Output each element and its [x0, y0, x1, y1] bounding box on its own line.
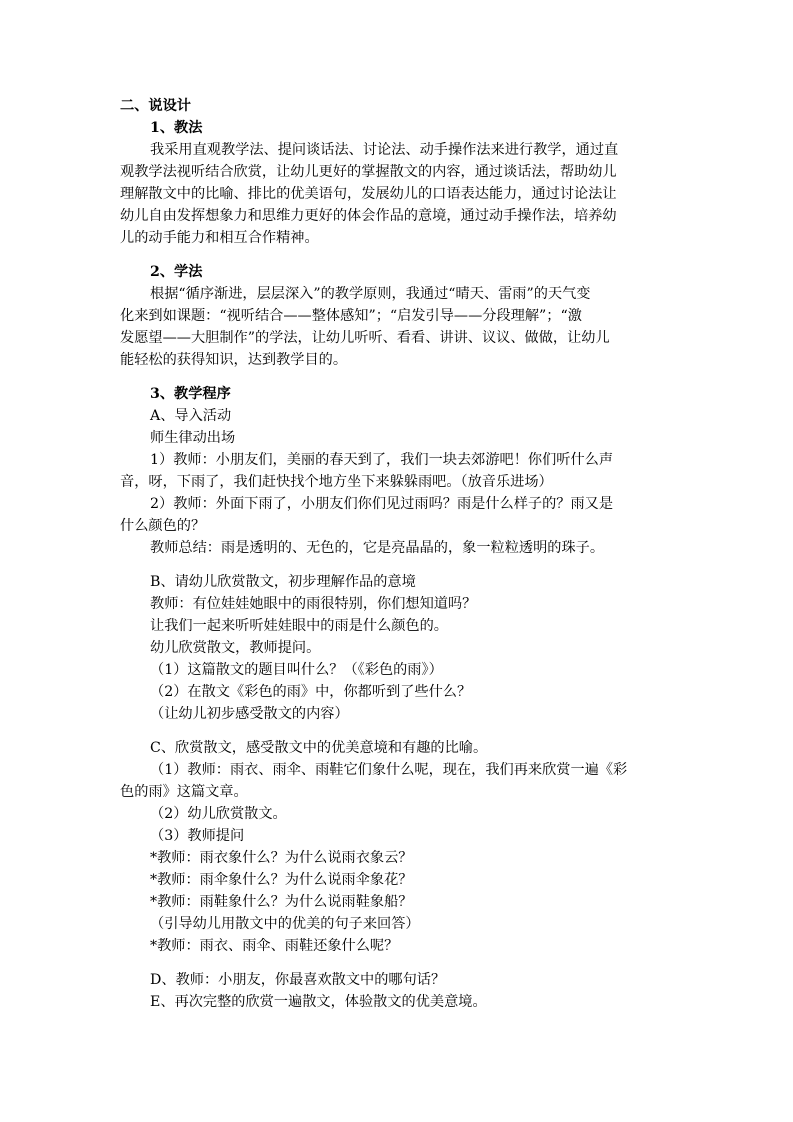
- step-c-line-3: 色的雨》这篇文章。: [120, 784, 248, 800]
- step-d-line: D、教师：小朋友，你最喜欢散文中的哪句话？: [150, 972, 446, 988]
- step-c-line-9: （引导幼儿用散文中的优美的句子来回答）: [150, 916, 420, 932]
- method-line-4: 幼儿自由发挥想象力和思维力更好的体会作品的意境，通过动手操作法，培养幼: [120, 208, 617, 224]
- step-c-line-7: *教师：雨伞象什么？为什么说雨伞象花？: [150, 872, 413, 888]
- step-a-line-1: 1）教师：小朋友们，美丽的春天到了，我们一块去郊游吧！你们听什么声: [150, 452, 614, 468]
- step-a-line-4: 什么颜色的？: [120, 518, 206, 534]
- procedure-heading: 3、教学程序: [150, 386, 231, 402]
- step-c-line-4: （2）幼儿欣赏散文。: [150, 806, 287, 822]
- step-b-line-3: 让我们一起来听听娃娃眼中的雨是什么颜色的。: [150, 618, 448, 634]
- step-b-line-2: 教师：有位娃娃她眼中的雨很特别，你们想知道吗？: [150, 596, 477, 612]
- step-b-line-6: （2）在散文《彩色的雨》中，你都听到了些什么？: [150, 684, 472, 700]
- step-c-line-6: *教师：雨衣象什么？为什么说雨衣象云？: [150, 850, 413, 866]
- study-line-2: 化来到如课题：“视听结合——整体感知”；“启发引导——分段理解”；“激: [120, 308, 582, 324]
- section-title: 二、说设计: [120, 98, 191, 114]
- study-line-3: 发愿望——大胆制作”的学法，让幼儿听听、看看、讲讲、议议、做做，让幼儿: [120, 330, 610, 346]
- study-line-4: 能轻松的获得知识，达到教学目的。: [120, 352, 348, 368]
- step-b-line-1: B、请幼儿欣赏散文，初步理解作品的意境: [150, 574, 416, 590]
- step-a-line-5: 教师总结：雨是透明的、无色的，它是亮晶晶的，象一粒粒透明的珠子。: [150, 540, 605, 556]
- step-c-line-8: *教师：雨鞋象什么？为什么说雨鞋象船？: [150, 894, 413, 910]
- study-heading: 2、学法: [150, 264, 203, 280]
- step-a-line-3: 2）教师：外面下雨了，小朋友们你们见过雨吗？雨是什么样子的？雨又是: [150, 496, 614, 512]
- step-a-subtitle: 师生律动出场: [150, 430, 236, 446]
- step-c-line-10: *教师：雨衣、雨伞、雨鞋还象什么呢？: [150, 938, 399, 954]
- study-line-1: 根据“循序渐进，层层深入”的教学原则，我通过“晴天、雷雨”的天气变: [150, 286, 591, 302]
- step-e-line: E、再次完整的欣赏一遍散文，体验散文的优美意境。: [150, 994, 487, 1010]
- method-line-2: 观教学法视听结合欣赏，让幼儿更好的掌握散文的内容，通过谈话法，帮助幼儿: [120, 164, 617, 180]
- method-line-5: 儿的动手能力和相互合作精神。: [120, 230, 319, 246]
- step-c-line-2: （1）教师：雨衣、雨伞、雨鞋它们象什么呢，现在，我们再来欣赏一遍《彩: [150, 762, 628, 778]
- method-line-3: 理解散文中的比喻、排比的优美语句，发展幼儿的口语表达能力，通过讨论法让: [120, 186, 617, 202]
- method-heading: 1、教法: [150, 120, 203, 136]
- step-b-line-4: 幼儿欣赏散文，教师提问。: [150, 640, 321, 656]
- step-c-line-5: （3）教师提问: [150, 828, 245, 844]
- step-b-line-7: （让幼儿初步感受散文的内容）: [150, 706, 349, 722]
- method-line-1: 我采用直观教学法、提问谈话法、讨论法、动手操作法来进行教学，通过直: [150, 142, 619, 158]
- step-b-line-5: （1）这篇散文的题目叫什么？（《彩色的雨》）: [150, 662, 443, 678]
- step-a-line-2: 音，呀，下雨了，我们赶快找个地方坐下来躲躲雨吧。（放音乐进场）: [120, 474, 553, 490]
- step-c-line-1: C、欣赏散文，感受散文中的优美意境和有趣的比喻。: [150, 740, 488, 756]
- step-a-title: A、导入活动: [150, 408, 232, 424]
